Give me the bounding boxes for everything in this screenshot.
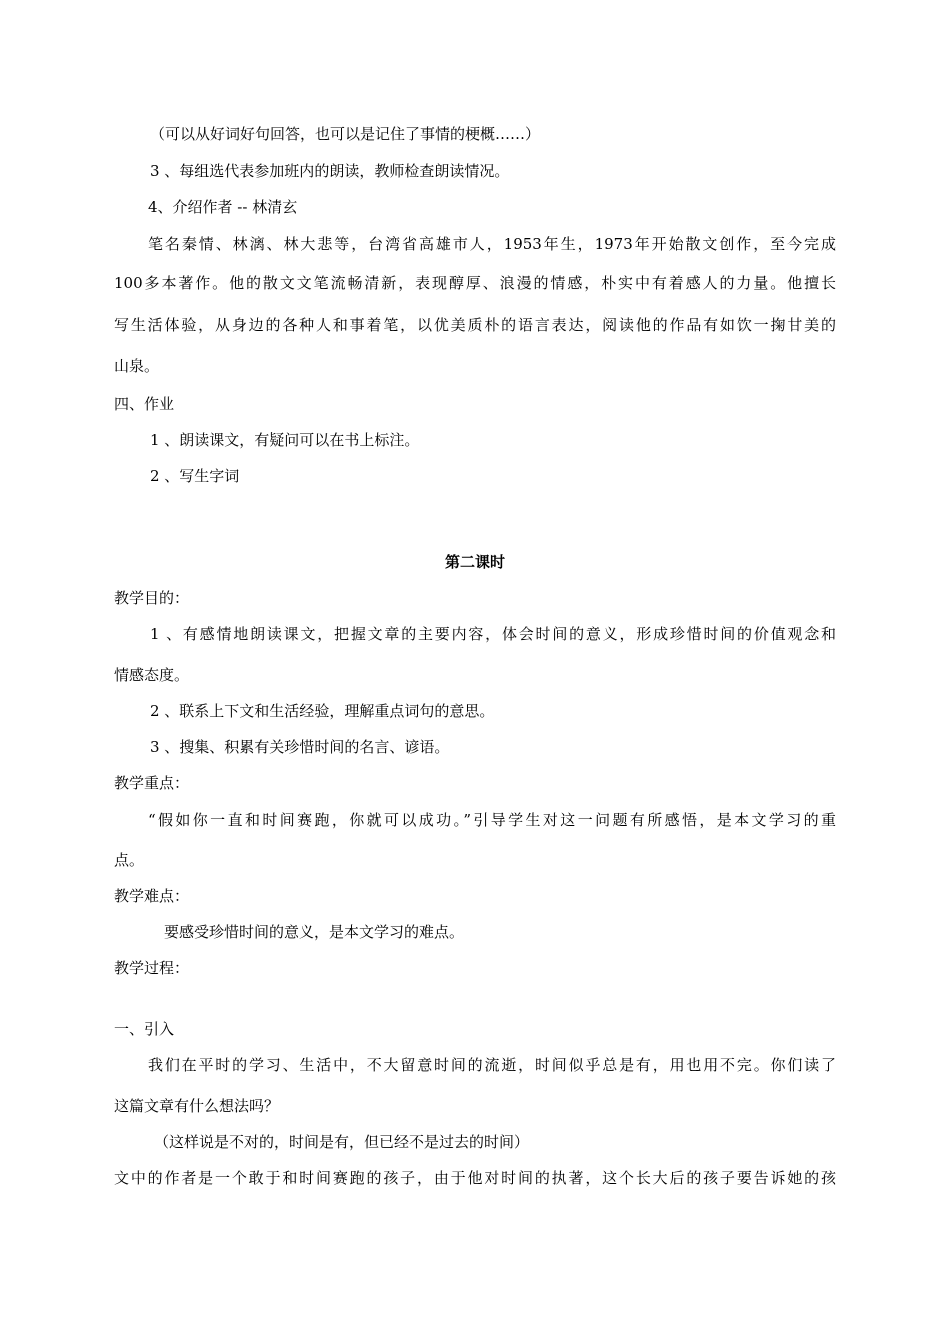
text-line: 3 、每组选代表参加班内的朗读，教师检查朗读情况。 <box>150 162 510 180</box>
text-line: 要感受珍惜时间的意义，是本文学习的难点。 <box>164 923 465 941</box>
section-heading: 教学重点： <box>114 774 190 792</box>
section-heading: 教学目的： <box>114 589 190 607</box>
text-line: （这样说是不对的，时间是有，但已经不是过去的时间） <box>154 1133 530 1151</box>
section-heading: 四、作业 <box>114 395 175 413</box>
text-line: 1 、朗读课文，有疑问可以在书上标注。 <box>150 431 420 449</box>
text-line: 2 、联系上下文和生活经验，理解重点词句的意思。 <box>150 702 495 720</box>
text-line: 1 、有感情地朗读课文，把握文章的主要内容，体会时间的意义，形成珍惜时间的价值观念和 <box>150 625 836 643</box>
section-heading: 一、引入 <box>114 1020 175 1038</box>
text-line: “假如你一直和时间赛跑，你就可以成功。”引导学生对这一问题有所感悟，是本文学习的重 <box>148 811 836 829</box>
text-line: 4、介绍作者 -- 林清玄 <box>148 198 298 216</box>
text-line: 2 、写生字词 <box>150 467 240 485</box>
text-line: 点。 <box>114 851 145 869</box>
text-line: 情感态度。 <box>114 666 190 684</box>
text-line: 笔名秦情、林漓、林大悲等，台湾省高雄市人，1953年生，1973年开始散文创作，至今完成 <box>148 235 836 253</box>
section-heading: 教学难点： <box>114 887 190 905</box>
text-line: 这篇文章有什么想法吗？ <box>114 1097 280 1115</box>
text-line: 文中的作者是一个敢于和时间赛跑的孩子，由于他对时间的执著，这个长大后的孩子要告诉她的孩 <box>114 1169 836 1187</box>
text-line: 写生活体验，从身边的各种人和事着笔，以优美质朴的语言表达，阅读他的作品有如饮一掬甘美的 <box>114 316 836 334</box>
text-line: （可以从好词好句回答，也可以是记住了事情的梗概……） <box>150 125 541 143</box>
lesson-title: 第二课时 <box>444 553 505 571</box>
text-line: 我们在平时的学习、生活中，不大留意时间的流逝，时间似乎总是有，用也用不完。你们读了 <box>148 1056 836 1074</box>
text-line: 3 、搜集、积累有关珍惜时间的名言、谚语。 <box>150 738 450 756</box>
text-line: 100多本著作。他的散文文笔流畅清新，表现醇厚、浪漫的情感，朴实中有着感人的力量。他擅长 <box>114 274 836 292</box>
section-heading: 教学过程： <box>114 959 190 977</box>
text-line: 山泉。 <box>114 357 160 375</box>
